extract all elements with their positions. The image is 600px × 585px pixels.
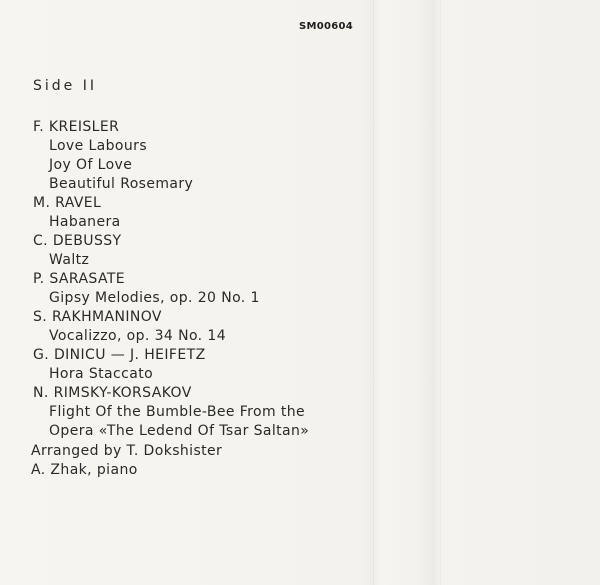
composer-name: P. SARASATE [33, 271, 126, 287]
piece-title: Hora Staccato [49, 366, 154, 382]
piece-title: Gipsy Melodies, op. 20 No. 1 [49, 290, 260, 306]
fold-line [373, 0, 375, 585]
track-group [33, 384, 309, 441]
piece-title: Opera «The Ledend Of Tsar Saltan» [49, 423, 310, 439]
credits [31, 442, 222, 480]
piece-title: Beautiful Rosemary [49, 176, 194, 192]
track-group [33, 346, 309, 384]
piece-title: Waltz [49, 252, 90, 268]
piece-title: Love Labours [49, 138, 148, 154]
track-group [33, 118, 309, 194]
side-label: Side II [33, 78, 97, 94]
piece-title: Flight Of the Bumble-Bee From the [49, 404, 306, 420]
piece-title: Vocalizzo, op. 34 No. 14 [49, 328, 226, 344]
catalog-number: SM00604 [299, 21, 354, 32]
composer-name: M. RAVEL [33, 195, 102, 211]
composer-name: N. RIMSKY-KORSAKOV [33, 385, 192, 401]
composer-name: S. RAKHMANINOV [33, 309, 162, 325]
track-group [33, 232, 309, 270]
composer-name: G. DINICU — J. HEIFETZ [33, 347, 206, 363]
composer-name: F. KREISLER [33, 119, 120, 135]
track-group [33, 194, 309, 232]
arranger-credit: Arranged by T. Dokshister [31, 443, 223, 459]
pianist-credit: A. Zhak, piano [31, 462, 138, 478]
track-group [33, 270, 309, 308]
piece-title: Joy Of Love [49, 157, 133, 173]
track-list [33, 118, 309, 441]
fold-line [440, 0, 442, 585]
track-group [33, 308, 309, 346]
piece-title: Habanera [49, 214, 121, 230]
composer-name: C. DEBUSSY [33, 233, 122, 249]
